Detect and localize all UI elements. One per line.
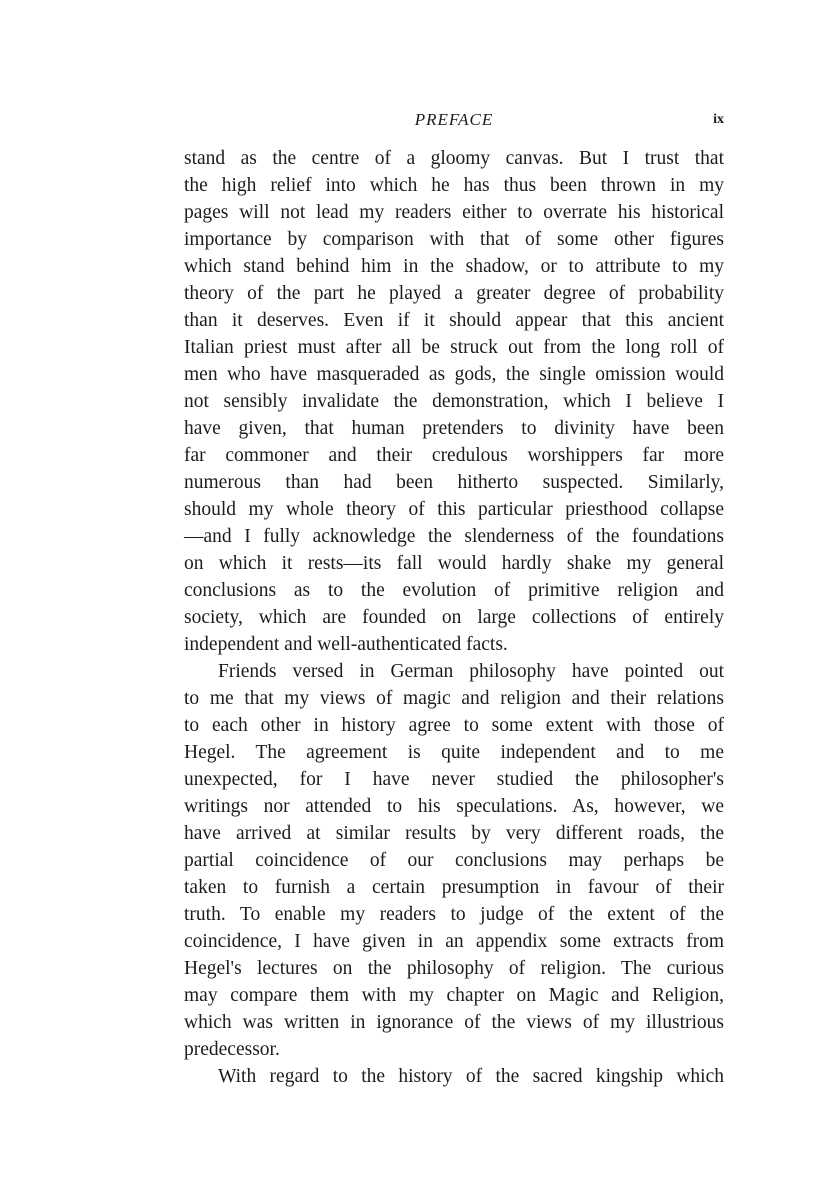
text-line: numerous than had been hitherto suspected. Similarly, <box>184 472 724 493</box>
text-line: theory of the part he played a greater degree of probability <box>184 283 724 304</box>
text-line: have given, that human pretenders to divinity have been <box>184 418 724 439</box>
text-line: partial coincidence of our conclusions may perhaps be <box>184 850 724 871</box>
text-line: importance by comparison with that of some other figures <box>184 229 724 250</box>
text-line: which was written in ignorance of the views of my illustrious <box>184 1012 724 1033</box>
paragraph-first-line: With regard to the history of the sacred kingship which <box>218 1066 724 1087</box>
text-line: the high relief into which he has thus been thrown in my <box>184 175 724 196</box>
text-line: to each other in history agree to some extent with those of <box>184 715 724 736</box>
text-line: Italian priest must after all be struck out from the long roll of <box>184 337 724 358</box>
paragraph-first-line: Friends versed in German philosophy have pointed out <box>218 661 724 682</box>
text-line: independent and well-authenticated facts. <box>184 634 508 655</box>
text-line: far commoner and their credulous worshippers far more <box>184 445 724 466</box>
text-line: coincidence, I have given in an appendix some extracts from <box>184 931 724 952</box>
page-number: ix <box>713 112 724 127</box>
text-line: not sensibly invalidate the demonstration, which I believe I <box>184 391 724 412</box>
text-line: should my whole theory of this particular priesthood collapse <box>184 499 724 520</box>
text-line: conclusions as to the evolution of primitive religion and <box>184 580 724 601</box>
text-line: society, which are founded on large collections of entirely <box>184 607 724 628</box>
text-line: than it deserves. Even if it should appear that this ancient <box>184 310 724 331</box>
text-line: men who have masqueraded as gods, the single omission would <box>184 364 724 385</box>
text-line: which stand behind him in the shadow, or to attribute to my <box>184 256 724 277</box>
text-line: —and I fully acknowledge the slenderness of the foundations <box>184 526 724 547</box>
running-head <box>184 110 724 134</box>
text-line: Hegel's lectures on the philosophy of religion. The curious <box>184 958 724 979</box>
text-line: taken to furnish a certain presumption in favour of their <box>184 877 724 898</box>
text-line: writings nor attended to his speculations. As, however, we <box>184 796 724 817</box>
text-line: stand as the centre of a gloomy canvas. But I trust that <box>184 148 724 169</box>
text-line: have arrived at similar results by very different roads, the <box>184 823 724 844</box>
body-text <box>184 145 724 1090</box>
text-line: to me that my views of magic and religion and their relations <box>184 688 724 709</box>
text-line: truth. To enable my readers to judge of the extent of the <box>184 904 724 925</box>
text-line: on which it rests—its fall would hardly shake my general <box>184 553 724 574</box>
text-line: Hegel. The agreement is quite independent and to me <box>184 742 724 763</box>
running-title: PREFACE <box>414 110 494 129</box>
text-line: pages will not lead my readers either to overrate his historical <box>184 202 724 223</box>
text-line: may compare them with my chapter on Magic and Religion, <box>184 985 724 1006</box>
text-line: predecessor. <box>184 1039 280 1060</box>
text-line: unexpected, for I have never studied the philosopher's <box>184 769 724 790</box>
